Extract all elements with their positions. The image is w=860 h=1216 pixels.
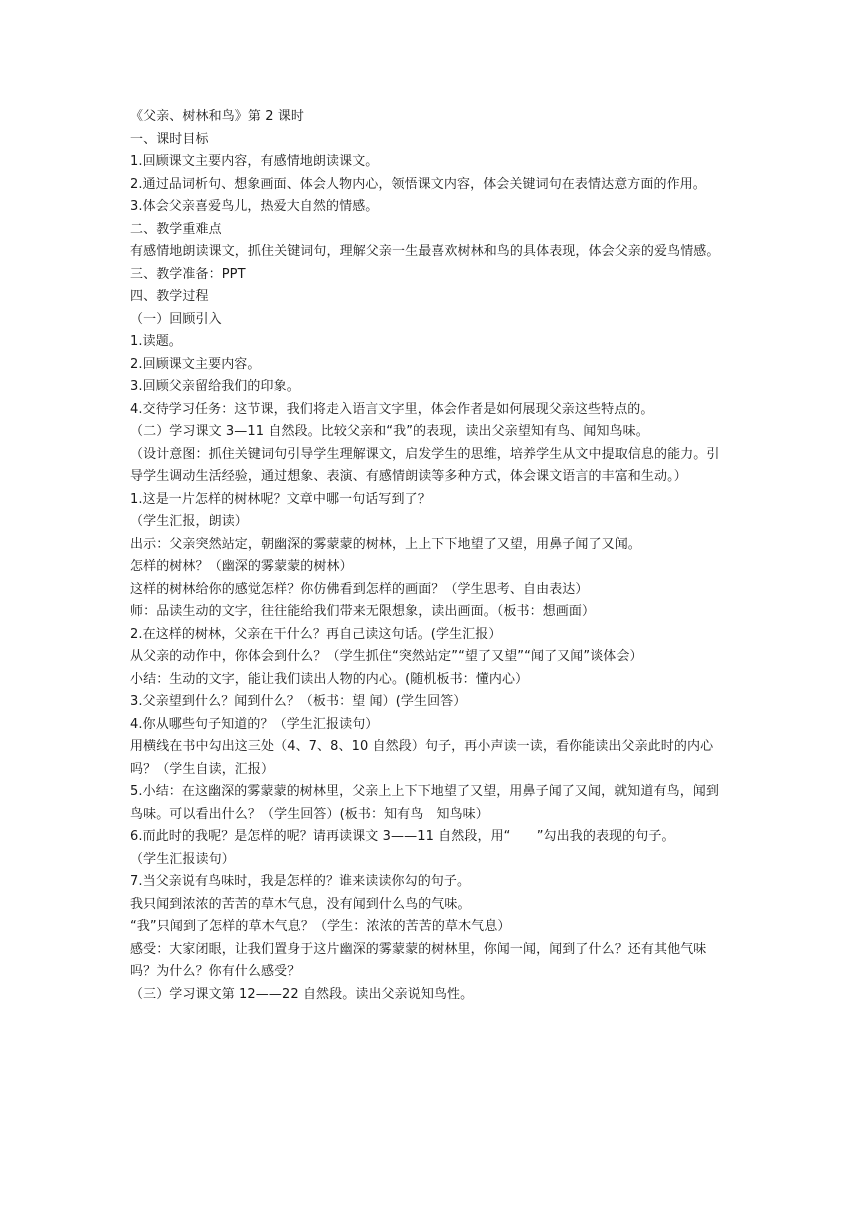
objective-item-3: 3.体会父亲喜爱鸟儿，热爱大自然的情感。 (130, 199, 379, 214)
paragraph: 怎样的树林？（幽深的雾蒙蒙的树林） (130, 559, 353, 574)
paragraph: 1.读题。 (130, 334, 182, 349)
paragraph: 从父亲的动作中，你体会到什么？（学生抓住“突然站定”“望了又望”“闻了又闻”谈体会） (130, 649, 643, 664)
section-heading-key-points: 二、教学重难点 (130, 221, 222, 237)
paragraph: 4.交待学习任务：这节课，我们将走入语言文字里，体会作者是如何展现父亲这些特点的。 (130, 401, 654, 417)
paragraph: 1.这是一片怎样的树林呢？文章中哪一句话写到了？ (130, 491, 431, 507)
subsection-review: （一）回顾引入 (130, 311, 222, 327)
subsection-study-3-11: （二）学习课文 3—11 自然段。比较父亲和“我”的表现，读出父亲望知有鸟、闻知鸟味。 (130, 424, 649, 439)
paragraph: 这样的树林给你的感觉怎样？你仿佛看到怎样的画面？（学生思考、自由表达） (130, 581, 589, 597)
paragraph: 5.小结：在这幽深的雾蒙蒙的树林里，父亲上上下下地望了又望，用鼻子闻了又闻，就知道有鸟，闻到鸟味。可以看出什么？（学生回答）(板书：知有鸟 知鸟味） (130, 784, 720, 822)
subsection-study-12-22: （三）学习课文第 12——22 自然段。读出父亲说知鸟性。 (130, 986, 474, 1002)
key-points-paragraph: 有感情地朗读课文，抓住关键词句，理解父亲一生最喜欢树林和鸟的具体表现，体会父亲的爱鸟情感。 (130, 244, 720, 259)
paragraph: 师：品读生动的文字，往往能给我们带来无限想象，读出画面。（板书：想画面） (130, 604, 596, 619)
paragraph: 3.回顾父亲留给我们的印象。 (130, 379, 300, 394)
paragraph: 出示：父亲突然站定，朝幽深的雾蒙蒙的树林，上上下下地望了又望，用鼻子闻了又闻。 (130, 536, 641, 552)
paragraph: 7.当父亲说有鸟味时，我是怎样的？谁来读读你勾的句子。 (130, 874, 471, 889)
section-heading-process: 四、教学过程 (130, 289, 209, 304)
design-intent-paragraph: （设计意图：抓住关键词句引导学生理解课文，启发学生的思维，培养学生从文中提取信息的能力。引导学生调动生活经验，通过想象、表演、有感情朗读等多种方式，体会课文语言的丰富和生动。） (130, 446, 720, 484)
paragraph: 感受：大家闭眼，让我们置身于这片幽深的雾蒙蒙的树林里，你闻一闻，闻到了什么？还有其他气味吗？为什么？你有什么感受？ (130, 941, 707, 979)
paragraph: 用横线在书中勾出这三处（4、7、8、10 自然段）句子，再小声读一读，看你能读出父亲此时的内心吗？（学生自读，汇报） (130, 739, 714, 777)
paragraph: 2.回顾课文主要内容。 (130, 356, 261, 372)
objective-item-2: 2.通过品词析句、想象画面、体会人物内心，领悟课文内容，体会关键词句在表情达意方面的作用。 (130, 176, 706, 192)
paragraph: （学生汇报，朗读） (130, 514, 248, 529)
document-title: 《父亲、树林和鸟》第 2 课时 (130, 109, 305, 124)
paragraph: “我”只闻到了怎样的草木气息？（学生：浓浓的苦苦的草木气息） (130, 919, 511, 934)
section-heading-objectives: 一、课时目标 (130, 131, 209, 147)
objective-item-1: 1.回顾课文主要内容，有感情地朗读课文。 (130, 154, 379, 169)
paragraph: 6.而此时的我呢？是怎样的呢？请再读课文 3——11 自然段，用“ ”勾出我的表现的句子。 (130, 829, 675, 844)
paragraph: 3.父亲望到什么？闻到什么？（板书：望 闻）(学生回答） (130, 694, 467, 709)
document-body (130, 106, 730, 1006)
paragraph: （学生汇报读句） (130, 851, 235, 867)
paragraph: 小结：生动的文字，能让我们读出人物的内心。(随机板书：懂内心） (130, 671, 529, 687)
paragraph: 我只闻到浓浓的苦苦的草木气息，没有闻到什么鸟的气味。 (130, 896, 471, 912)
section-heading-preparation: 三、教学准备：PPT (130, 266, 246, 282)
paragraph: 2.在这样的树林，父亲在干什么？再自己读这句话。(学生汇报） (130, 626, 502, 642)
paragraph: 4.你从哪些句子知道的？（学生汇报读句） (130, 716, 379, 732)
